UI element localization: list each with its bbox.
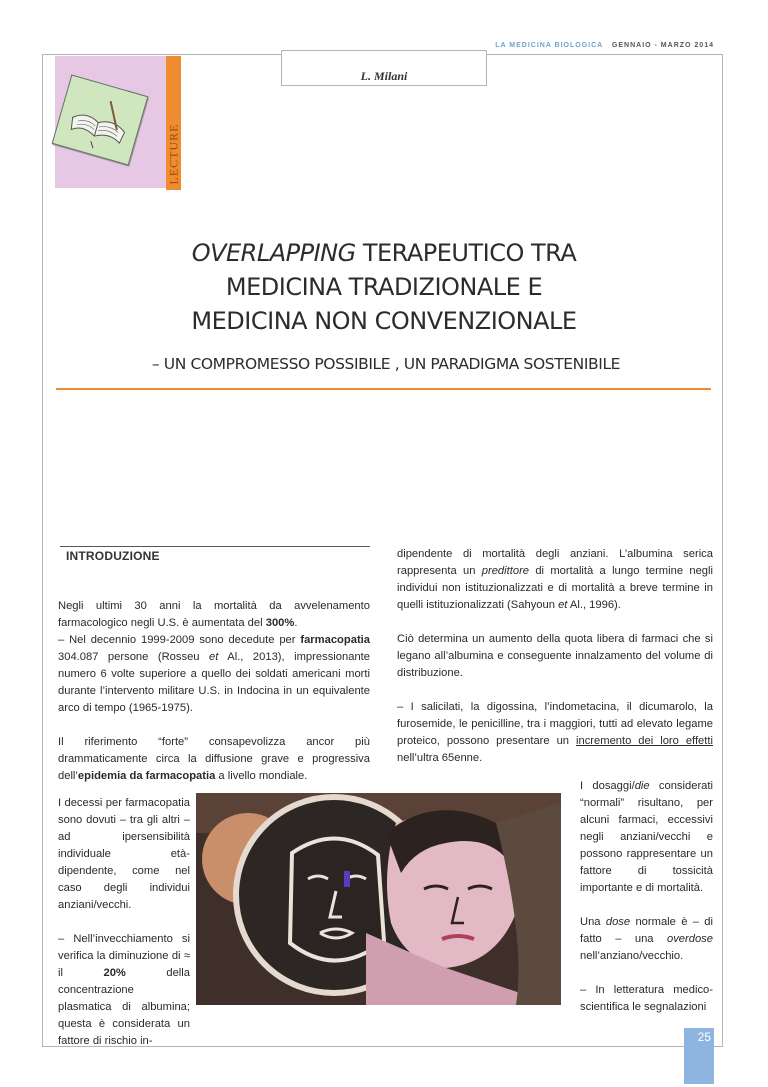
section-label: LECTURE	[166, 123, 181, 185]
article-title	[60, 236, 708, 338]
paragraph: Il riferimento “forte” consapevolizza ancor più drammaticamente circa la diffusione grave e progressiva dell’epidemia da farmacopatia a livello mondiale.	[58, 736, 370, 782]
right-column	[397, 546, 713, 784]
left-narrow-column	[58, 795, 190, 1067]
running-head	[495, 42, 714, 49]
title-line3: MEDICINA NON CONVENZIONALE	[191, 307, 577, 335]
author-name: L. Milani	[360, 69, 408, 83]
paragraph: Negli ultimi 30 anni la mortalità da avvelenamento farmacologico negli U.S. è aumentata del 300%. – Nel decennio 1999-2009 sono decedute per farmacopatia 304.087 persone (Rosseu et Al., 2013), impressionante numero 6 volte superiore a quello dei soldati americani morti durante l’intervento militare U.S. in Indocina in un equivalente arco di tempo (1965-1975).	[58, 600, 370, 714]
paragraph: – Nell’invecchiamento si verifica la diminuzione di ≈ il 20% della concentrazione plasmatica di albumina; questa è considerata un fattore di rischio in-	[58, 933, 190, 1047]
page-number-tab	[684, 1028, 714, 1084]
issue-date: GENNAIO - MARZO 2014	[611, 42, 714, 49]
title-italic-word: OVERLAPPING	[191, 239, 356, 267]
paragraph: I dosaggi/die considerati “normali” risultano, per alcuni farmaci, eccessivi negli anziani/vecchi e possono rappresentare un fattore di tossicità importante e di mortalità.	[580, 780, 713, 894]
paragraph: – I salicilati, la digossina, l’indometacina, il dicumarolo, la furosemide, le penicilline, tra i maggiori, tutti ad elevato legame proteico, possono presentare un incremento dei loro effetti nell’ultra 65enne.	[397, 701, 713, 764]
title-line1: TERAPEUTICO TRA	[355, 239, 577, 267]
author-box	[281, 50, 487, 86]
right-narrow-column	[580, 778, 713, 1033]
paragraph: I decessi per farmacopatia sono dovuti – tra gli altri – ad ipersensibilità individuale età-dipendente, come nel caso degli individui anziani/vecchi.	[58, 797, 190, 911]
title-divider	[56, 388, 711, 390]
intro-rule	[60, 546, 370, 547]
paragraph: – In letteratura medico-scientifica le segnalazioni	[580, 984, 713, 1013]
paragraph: Una dose normale è – di fatto – una overdose nell’anziano/vecchio.	[580, 916, 713, 962]
article-subtitle: – UN COMPROMESSO POSSIBILE , UN PARADIGMA SOSTENIBILE	[151, 355, 621, 373]
intro-heading: INTRODUZIONE	[66, 549, 160, 563]
paragraph: Ciò determina un aumento della quota libera di farmaci che si legano all’albumina e conseguente innalzamento del volume di distribuzione.	[397, 633, 713, 679]
magazine-name: LA MEDICINA BIOLOGICA	[495, 42, 603, 49]
page-number: 25	[697, 1030, 711, 1044]
paragraph: dipendente di mortalità degli anziani. L’albumina serica rappresenta un predittore di mortalità a lungo termine negli individui non istituzionalizzati e di mortalità a breve termine in quelli istituzionalizzati (Sahyoun et Al., 1996).	[397, 548, 713, 611]
illustration-faces	[196, 793, 561, 1005]
title-line2: MEDICINA TRADIZIONALE E	[225, 273, 543, 301]
left-column	[58, 598, 370, 802]
